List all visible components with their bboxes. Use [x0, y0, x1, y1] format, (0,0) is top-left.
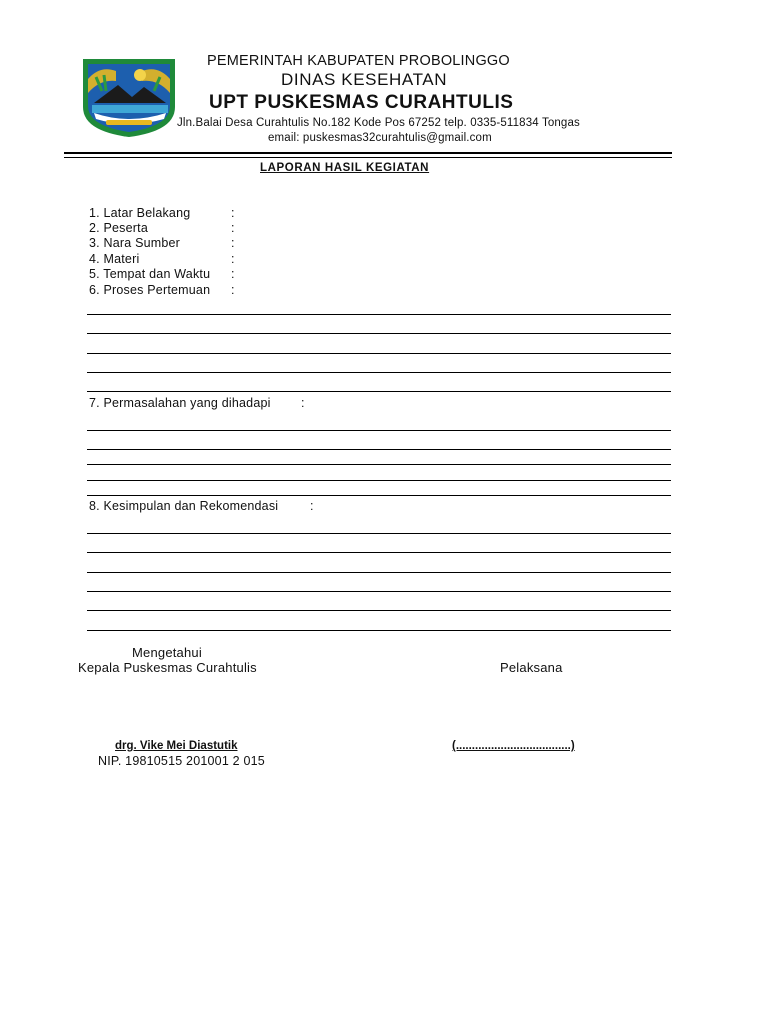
fill-line: [87, 610, 671, 611]
letterhead-government: PEMERINTAH KABUPATEN PROBOLINGGO: [207, 53, 510, 69]
fill-line: [87, 464, 671, 465]
fill-line: [87, 353, 671, 354]
fill-line: [87, 314, 671, 315]
item-colon: :: [231, 206, 235, 220]
item-colon: :: [231, 283, 235, 297]
head-nip: NIP. 19810515 201001 2 015: [98, 754, 265, 768]
fill-line: [87, 391, 671, 392]
head-name: drg. Vike Mei Diastutik: [115, 740, 238, 752]
item-participants: 2. Peserta: [89, 221, 148, 235]
item-speaker: 3. Nara Sumber: [89, 236, 181, 250]
item-meeting-process: 6. Proses Pertemuan: [89, 283, 211, 297]
executor-title: Pelaksana: [500, 660, 563, 675]
letterhead-divider-thin: [64, 157, 672, 158]
fill-line: [87, 480, 671, 481]
item-colon: :: [231, 236, 235, 250]
fill-line: [87, 333, 671, 334]
fill-line: [87, 372, 671, 373]
item-colon: :: [231, 267, 235, 281]
letterhead-divider-thick: [64, 152, 672, 154]
item-material: 4. Materi: [89, 252, 140, 266]
acknowledge-label: Mengetahui: [132, 645, 202, 660]
item-place-time: 5. Tempat dan Waktu: [89, 267, 211, 281]
fill-line: [87, 495, 671, 496]
item-problems: 7. Permasalahan yang dihadapi: [89, 396, 271, 410]
letterhead-email: email: puskesmas32curahtulis@gmail.com: [268, 132, 492, 144]
fill-line: [87, 591, 671, 592]
item-conclusion: 8. Kesimpulan dan Rekomendasi: [89, 499, 279, 513]
letterhead-institution: UPT PUSKESMAS CURAHTULIS: [209, 92, 514, 113]
item-colon: :: [231, 252, 235, 266]
fill-line: [87, 449, 671, 450]
fill-line: [87, 533, 671, 534]
item-colon: :: [231, 221, 235, 235]
executor-name-blank: (....................................): [452, 740, 575, 752]
head-title: Kepala Puskesmas Curahtulis: [78, 660, 257, 675]
item-colon: :: [310, 499, 314, 513]
fill-line: [87, 630, 671, 631]
letterhead-department: DINAS KESEHATAN: [281, 70, 448, 89]
fill-line: [87, 430, 671, 431]
item-colon: :: [301, 396, 305, 410]
fill-line: [87, 572, 671, 573]
regency-emblem-icon: [80, 57, 178, 139]
item-background: 1. Latar Belakang: [89, 206, 191, 220]
report-title: LAPORAN HASIL KEGIATAN: [260, 162, 430, 174]
letterhead-address: Jln.Balai Desa Curahtulis No.182 Kode Pos 67252 telp. 0335-511834 Tongas: [177, 117, 580, 129]
fill-line: [87, 552, 671, 553]
